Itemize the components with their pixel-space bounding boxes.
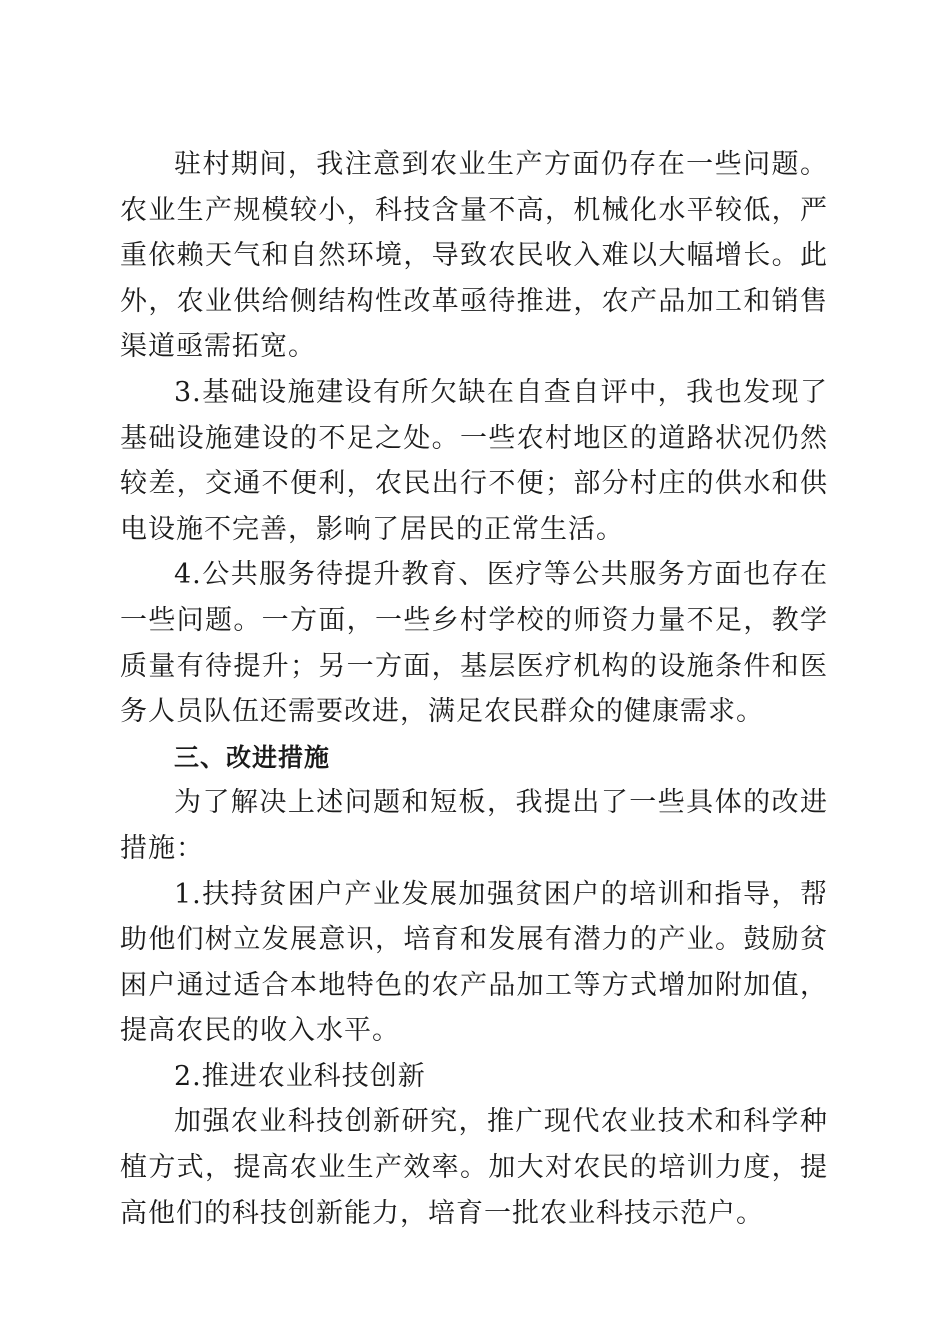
paragraph-improvement-intro: 为了解决上述问题和短板，我提出了一些具体的改进措施：	[120, 787, 828, 864]
paragraph-tech-innovation-title: 2.推进农业科技创新	[174, 1060, 426, 1092]
paragraph-agriculture-issues: 驻村期间，我注意到农业生产方面仍存在一些问题。农业生产规模较小，科技含量不高，机械化水平较低，严重依赖天气和自然环境，导致农民收入难以大幅增长。此外，农业供给侧结构性改革亟待推进，农产品加工和销售渠道亟需拓宽。	[120, 149, 828, 363]
section-heading-improvements: 三、改进措施	[174, 742, 331, 772]
paragraph-infrastructure: 3.基础设施建设有所欠缺在自查自评中，我也发现了基础设施建设的不足之处。一些农村地区的道路状况仍然较差，交通不便利，农民出行不便；部分村庄的供水和供电设施不完善，影响了居民的正常生活。	[120, 376, 828, 545]
document-body	[120, 142, 828, 1236]
paragraph-tech-innovation-body: 加强农业科技创新研究，推广现代农业技术和科学种植方式，提高农业生产效率。加大对农民的培训力度，提高他们的科技创新能力，培育一批农业科技示范户。	[120, 1106, 828, 1229]
paragraph-public-services: 4.公共服务待提升教育、医疗等公共服务方面也存在一些问题。一方面，一些乡村学校的师资力量不足，教学质量有待提升；另一方面，基层医疗机构的设施条件和医务人员队伍还需要改进，满足农民群众的健康需求。	[120, 559, 828, 728]
paragraph-support-poor-households: 1.扶持贫困户产业发展加强贫困户的培训和指导，帮助他们树立发展意识，培育和发展有潜力的产业。鼓励贫困户通过适合本地特色的农产品加工等方式增加附加值，提高农民的收入水平。	[120, 878, 828, 1047]
